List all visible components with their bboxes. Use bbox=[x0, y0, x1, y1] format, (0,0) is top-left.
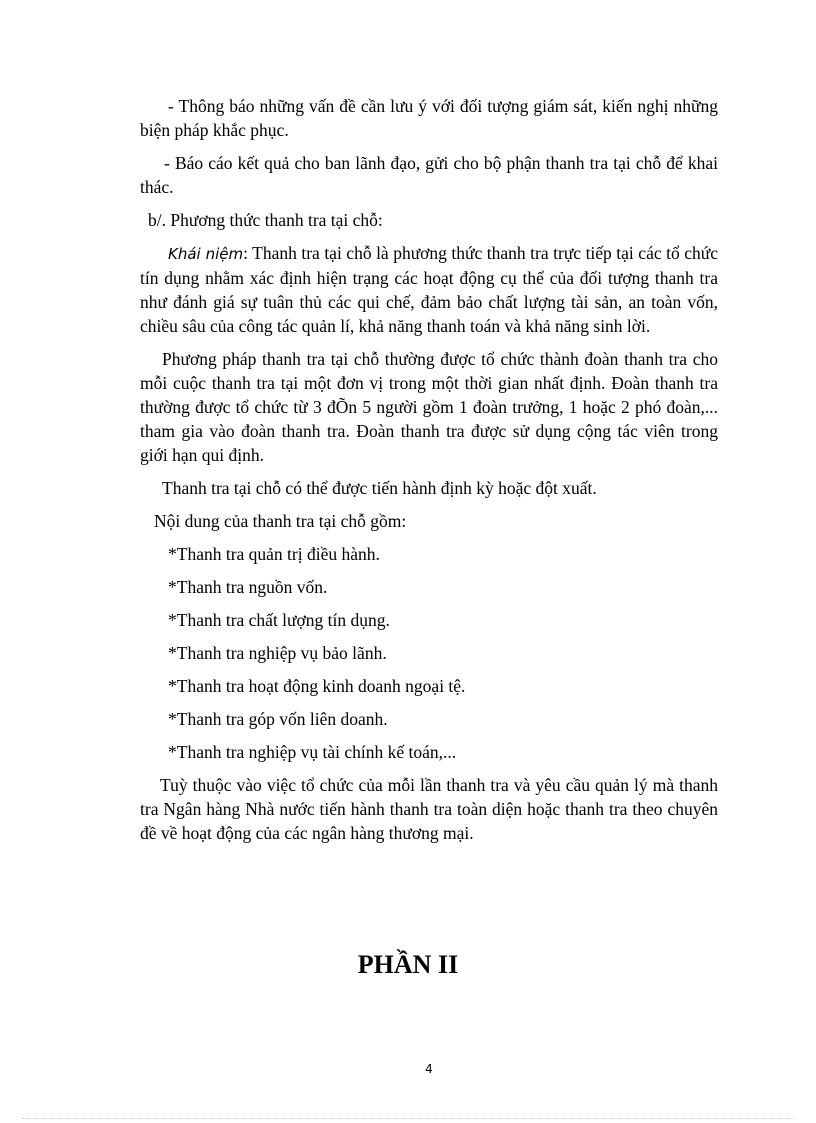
definition-label: Khái niệm bbox=[168, 245, 244, 263]
list-item: *Thanh tra nghiệp vụ bảo lãnh. bbox=[168, 643, 387, 663]
inspection-content-list bbox=[140, 542, 718, 764]
list-item: *Thanh tra góp vốn liên doanh. bbox=[168, 709, 388, 729]
definition-text: : Thanh tra tại chỗ là phương thức thanh tra trực tiếp tại các tổ chức tín dụng nhằm xác định hiện trạng các hoạt động cụ thể của đối tượng thanh tra như đánh giá sự tuân thủ các qui chế, đảm bảo chất lượng tài sản, an toàn vốn, chiều sâu của công tác quản lí, khả năng thanh toán và khả năng sinh lời. bbox=[140, 243, 718, 336]
body-text bbox=[140, 94, 718, 854]
paragraph-notify: - Thông báo những vấn đề cần lưu ý với đối tượng giám sát, kiến nghị những biện pháp khắc phục. bbox=[140, 96, 718, 140]
paragraph-report: - Báo cáo kết quả cho ban lãnh đạo, gửi cho bộ phận thanh tra tại chỗ để khai thác. bbox=[140, 153, 718, 197]
paragraph-definition bbox=[140, 241, 718, 338]
paragraph-method: Phương pháp thanh tra tại chỗ thường được tổ chức thành đoàn thanh tra cho mỗi cuộc thanh tra tại một đơn vị trong một thời gian nhất định. Đoàn thanh tra thường được tổ chức từ 3 đÕn 5 người gồm 1 đoàn trưởng, 1 hoặc 2 phó đoàn,... tham gia vào đoàn thanh tra. Đoàn thanh tra được sử dụng cộng tác viên trong giới hạn qui định. bbox=[140, 349, 718, 465]
paragraph-periodic: Thanh tra tại chỗ có thể được tiến hành định kỳ hoặc đột xuất. bbox=[162, 478, 597, 498]
paragraph-conclusion: Tuỳ thuộc vào việc tổ chức của mỗi lần thanh tra và yêu cầu quản lý mà thanh tra Ngân hàng Nhà nước tiến hành thanh tra toàn diện hoặc thanh tra theo chuyên đề về hoạt động của các ngân hàng thương mại. bbox=[140, 775, 718, 843]
list-item: *Thanh tra quản trị điều hành. bbox=[168, 544, 380, 564]
list-item: *Thanh tra nghiệp vụ tài chính kế toán,... bbox=[168, 742, 457, 762]
list-item: *Thanh tra hoạt động kinh doanh ngoại tệ. bbox=[168, 676, 466, 696]
part-title: PHẦN II bbox=[357, 950, 459, 979]
list-item: *Thanh tra nguồn vốn. bbox=[168, 577, 328, 597]
section-heading-onsite-inspection: b/. Phương thức thanh tra tại chỗ: bbox=[148, 210, 383, 230]
paragraph-content-intro: Nội dung của thanh tra tại chỗ gồm: bbox=[154, 511, 407, 531]
page-bottom-border bbox=[22, 1118, 794, 1119]
list-item: *Thanh tra chất lượng tín dụng. bbox=[168, 610, 390, 630]
page-number: 4 bbox=[425, 1062, 433, 1076]
